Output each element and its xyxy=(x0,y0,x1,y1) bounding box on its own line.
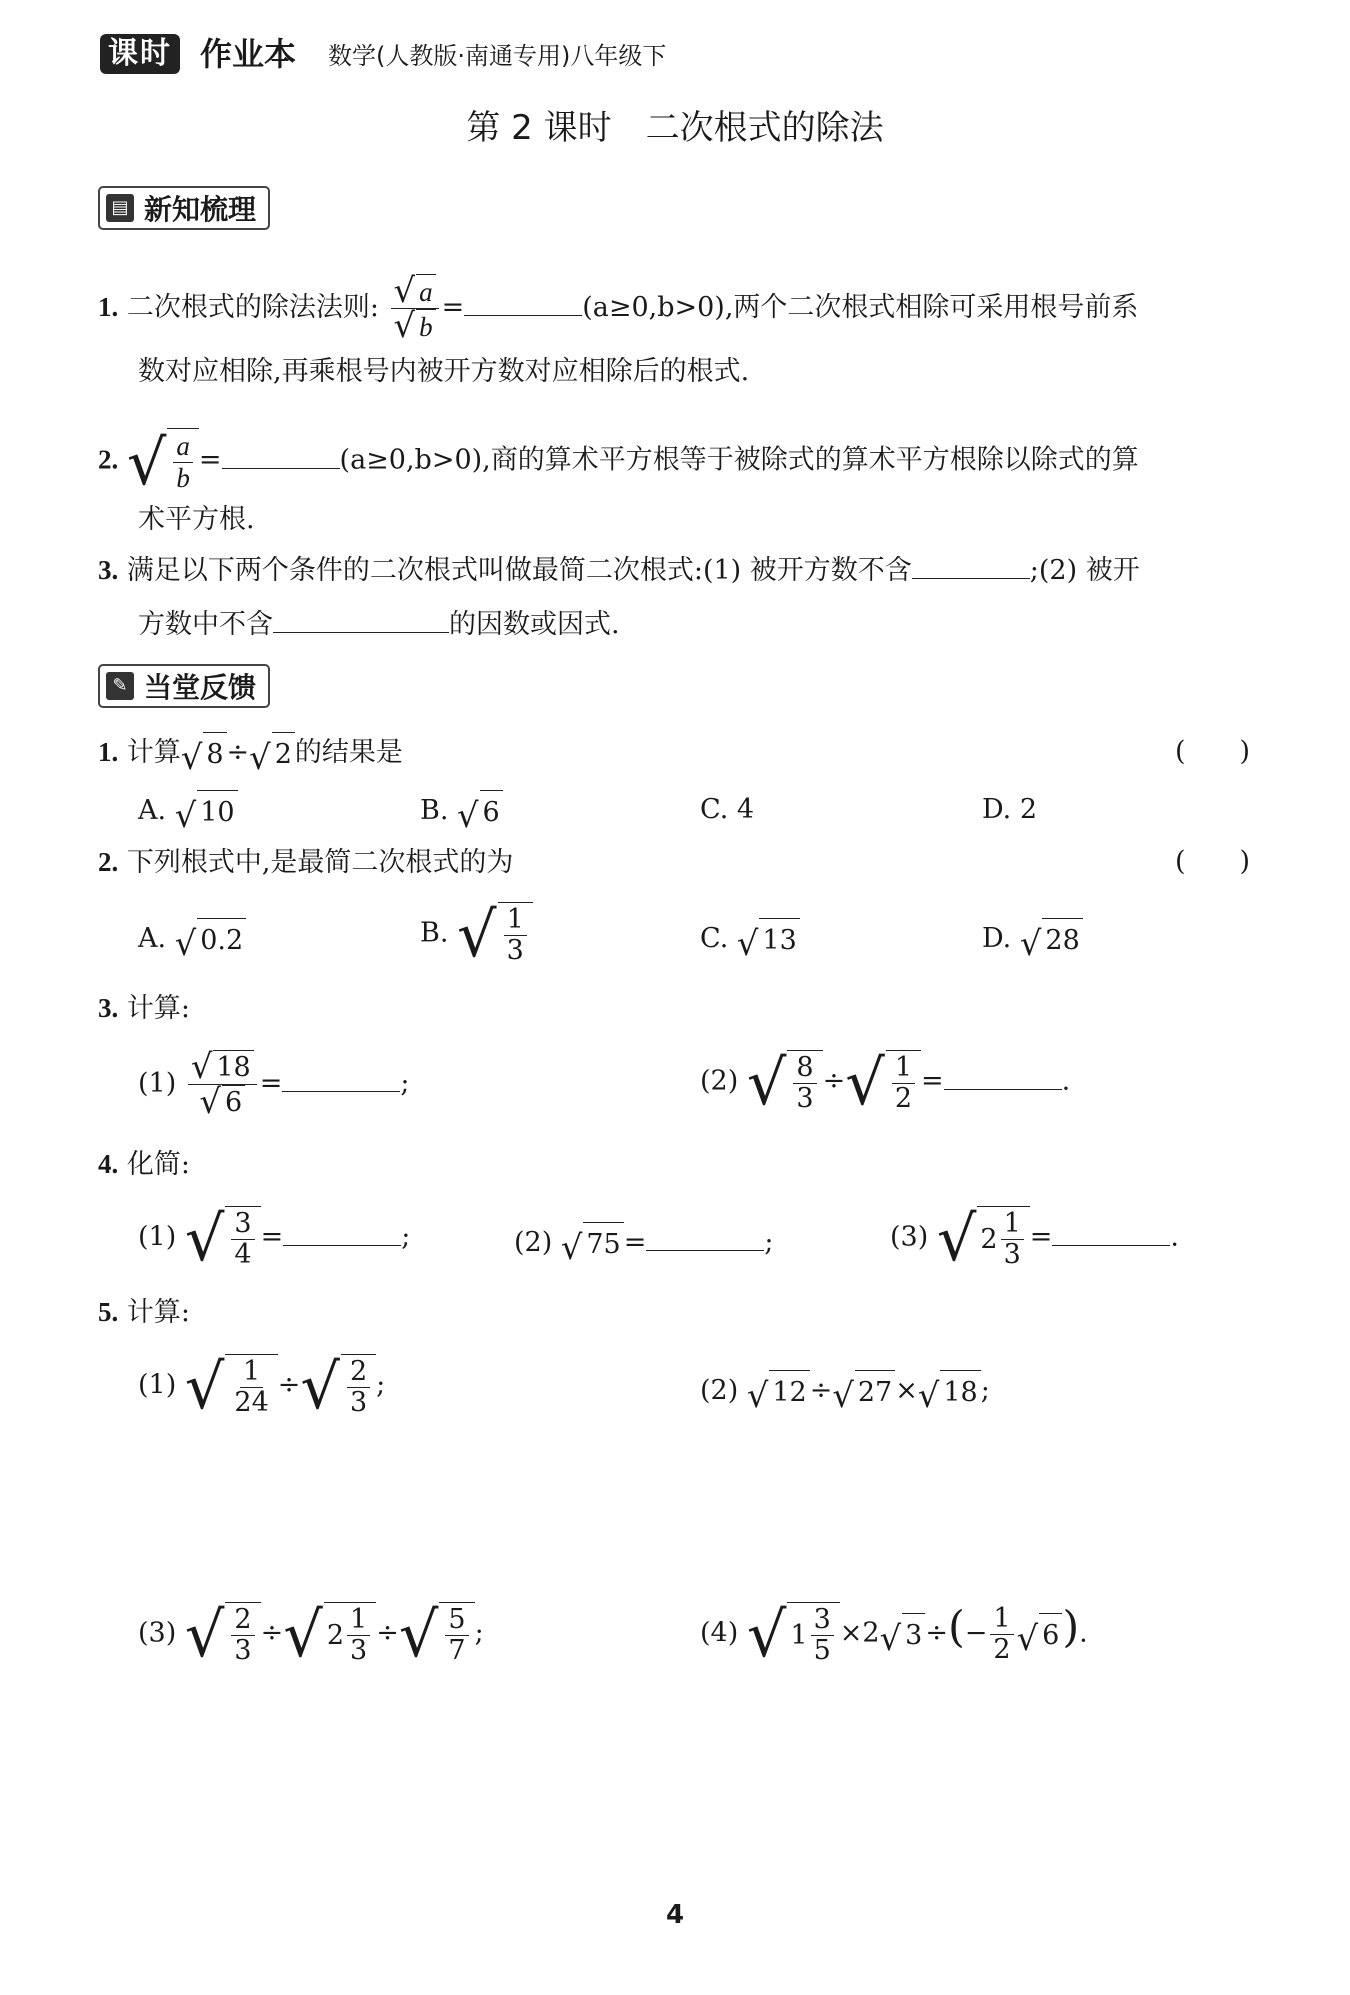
answer-blank[interactable] xyxy=(282,1063,400,1092)
answer-blank[interactable] xyxy=(912,550,1030,579)
section-header-review xyxy=(98,186,270,230)
option-d[interactable]: D. 2 xyxy=(982,794,1038,825)
q4-part-1: (1) √ $\frac{3}{4}$ = ; xyxy=(138,1201,411,1275)
brand-logo: 课时 xyxy=(100,34,180,74)
q3-part-2: (2) √ $\frac{8}{3}$ ÷ √ $\frac{1}{2}$ = . xyxy=(700,1045,1071,1119)
option-c[interactable]: C. 4 xyxy=(700,794,755,825)
review-item-1-line2: 数对应相除,再乘根号内被开方数对应相除后的根式. xyxy=(138,356,750,387)
answer-blank[interactable] xyxy=(1052,1217,1170,1246)
subject-label: 数学(人教版·南通专用)八年级下 xyxy=(328,42,667,70)
q5-part-3: (3) √ $\frac{2}{3}$ ÷ √ 2 $\frac{1}{3}$ ÷ √ $\frac{5}{7}$ ; xyxy=(138,1597,484,1671)
option-b[interactable]: B. √ 6 xyxy=(420,790,503,833)
q5-part-4: (4) √ 1 $\frac{3}{5}$ ×2 √ 3 ÷(− $\frac{1}{2}$ √ 6 ). xyxy=(700,1597,1088,1671)
book-icon: ▤ xyxy=(106,194,134,222)
answer-blank[interactable] xyxy=(283,1217,401,1246)
option-a[interactable]: A. √ 0.2 xyxy=(138,918,246,961)
review-item-3-line2: 方数中不含 的因数或因式. xyxy=(138,604,620,645)
question-5: 5. 计算: xyxy=(98,1297,190,1328)
review-item-3: 3. 满足以下两个条件的二次根式叫做最简二次根式:(1) 被开方数不含 ;(2) 被开 xyxy=(98,550,1140,591)
question-4: 4. 化简: xyxy=(98,1149,190,1180)
q4-part-3: (3) √ 2 $\frac{1}{3}$ = . xyxy=(890,1201,1180,1275)
answer-blank[interactable] xyxy=(273,604,449,633)
answer-bracket[interactable]: ( ) xyxy=(1175,846,1251,877)
question-1: 1. 计算 √ 8 ÷ √ 2 的结果是 xyxy=(98,732,403,775)
q3-part-1: (1) √ 18 √ 6 = ; xyxy=(138,1047,410,1121)
question-2: 2. 下列根式中,是最简二次根式的为 xyxy=(98,847,514,878)
brand-name: 作业本 xyxy=(200,35,297,73)
question-3: 3. 计算: xyxy=(98,993,190,1024)
pencil-icon: ✎ xyxy=(106,672,134,700)
answer-blank[interactable] xyxy=(222,440,340,469)
option-d[interactable]: D. √ 28 xyxy=(982,918,1083,961)
option-b[interactable]: B. √ $\frac{1}{3}$ xyxy=(420,902,533,966)
section-label: 新知梳理 xyxy=(144,193,257,226)
lesson-title: 第 2 课时 二次根式的除法 xyxy=(466,108,884,148)
answer-blank[interactable] xyxy=(944,1061,1062,1090)
review-item-1: 1. 二次根式的除法法则: √ a √ b = (a≥0,b>0),两个二次根式相除可采用根号前系 xyxy=(98,271,1139,345)
page-number: 4 xyxy=(665,1900,685,1930)
review-item-2: 2. √ $\frac{a}{b}$ = (a≥0,b>0),商的算术平方根等于被除式的算术平方根除以除式的算 xyxy=(98,425,1139,499)
review-item-2-line2: 术平方根. xyxy=(138,504,255,535)
division-rule-fraction: √ a √ b xyxy=(391,274,439,343)
option-c[interactable]: C. √ 13 xyxy=(700,918,800,961)
quotient-root: √ $\frac{a}{b}$ xyxy=(127,428,199,494)
q5-part-2: (2) √ 12 ÷ √ 27 × √ 18 ; xyxy=(700,1370,990,1413)
section-label: 当堂反馈 xyxy=(144,671,257,704)
answer-blank[interactable] xyxy=(464,287,582,316)
q4-part-2: (2) √ 75 = ; xyxy=(514,1222,773,1265)
option-a[interactable]: A. √ 10 xyxy=(138,790,238,833)
answer-bracket[interactable]: ( ) xyxy=(1175,736,1251,767)
answer-blank[interactable] xyxy=(646,1222,764,1251)
section-header-feedback xyxy=(98,664,270,708)
q5-part-1: (1) √ $\frac{1}{24}$ ÷ √ $\frac{2}{3}$ ; xyxy=(138,1349,386,1423)
